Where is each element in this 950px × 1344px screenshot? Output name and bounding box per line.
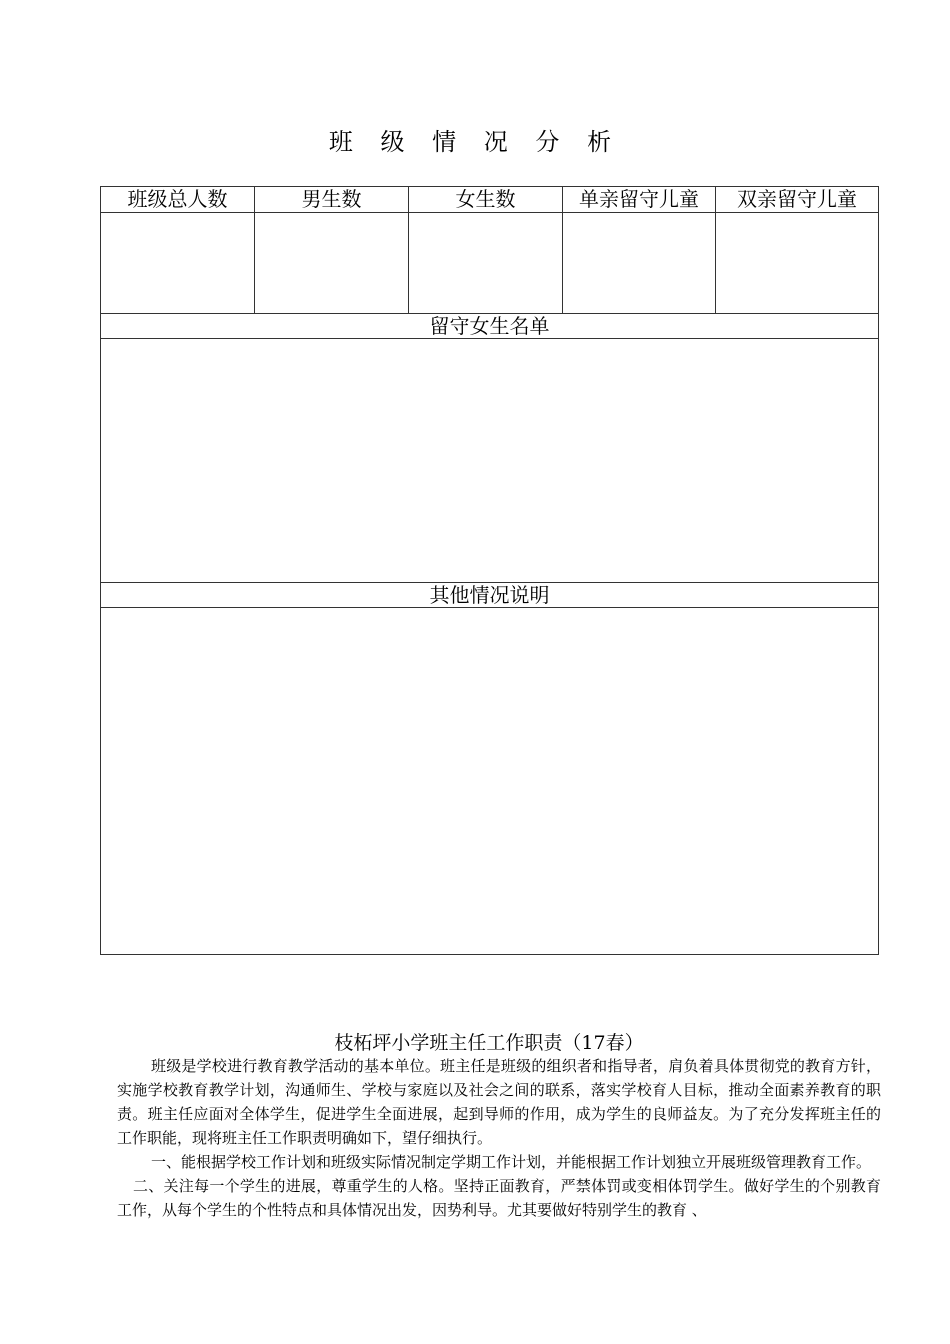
other-section-title: 其他情况说明 [101, 583, 879, 608]
class-stats-table [100, 186, 879, 955]
header-both-parents-left-behind: 双亲留守儿童 [716, 187, 879, 213]
single-parent-left-behind-cell[interactable] [563, 213, 716, 314]
header-total-students: 班级总人数 [101, 187, 255, 213]
both-parents-left-behind-cell[interactable] [716, 213, 879, 314]
document-title: 枝柘坪小学班主任工作职责（17春） [334, 1032, 644, 1054]
header-boys-count: 男生数 [255, 187, 409, 213]
header-single-parent-left-behind: 单亲留守儿童 [563, 187, 716, 213]
header-girls-count: 女生数 [409, 187, 563, 213]
page-title: 班 级 情 况 分 析 [328, 128, 622, 156]
total-students-cell[interactable] [101, 213, 255, 314]
other-notes-row [101, 608, 879, 955]
girls-section-header-row [101, 314, 879, 339]
paragraph-intro: 班级是学校进行教育教学活动的基本单位。班主任是班级的组织者和指导者，肩负着具体贯彻党的教育方针，实施学校教育教学计划，沟通师生、学校与家庭以及社会之间的联系，落实学校育人目标，推动全面素养教育的职责。班主任应面对全体学生，促进学生全面进展，起到导师的作用，成为学生的良师益友。为了充分发挥班主任的工作职能，现将班主任工作职责明确如下，望仔细执行。 [117, 1057, 881, 1147]
other-notes-cell[interactable] [101, 608, 879, 955]
paragraph-duty-two: 二、关注每一个学生的进展，尊重学生的人格。坚持正面教育，严禁体罚或变相体罚学生。做好学生的个别教育工作，从每个学生的个性特点和具体情况出发，因势利导。尤其要做好特别学生的教育 、 [117, 1177, 881, 1219]
other-section-header-row [101, 583, 879, 608]
table-header-row [101, 187, 879, 213]
girls-list-row [101, 339, 879, 583]
document-body [117, 1054, 881, 1222]
girls-section-title: 留守女生名单 [101, 314, 879, 339]
girls-list-cell[interactable] [101, 339, 879, 583]
boys-count-cell[interactable] [255, 213, 409, 314]
table-value-row [101, 213, 879, 314]
paragraph-duty-one: 一、能根据学校工作计划和班级实际情况制定学期工作计划，并能根据工作计划独立开展班级管理教育工作。 [151, 1153, 872, 1171]
girls-count-cell[interactable] [409, 213, 563, 314]
